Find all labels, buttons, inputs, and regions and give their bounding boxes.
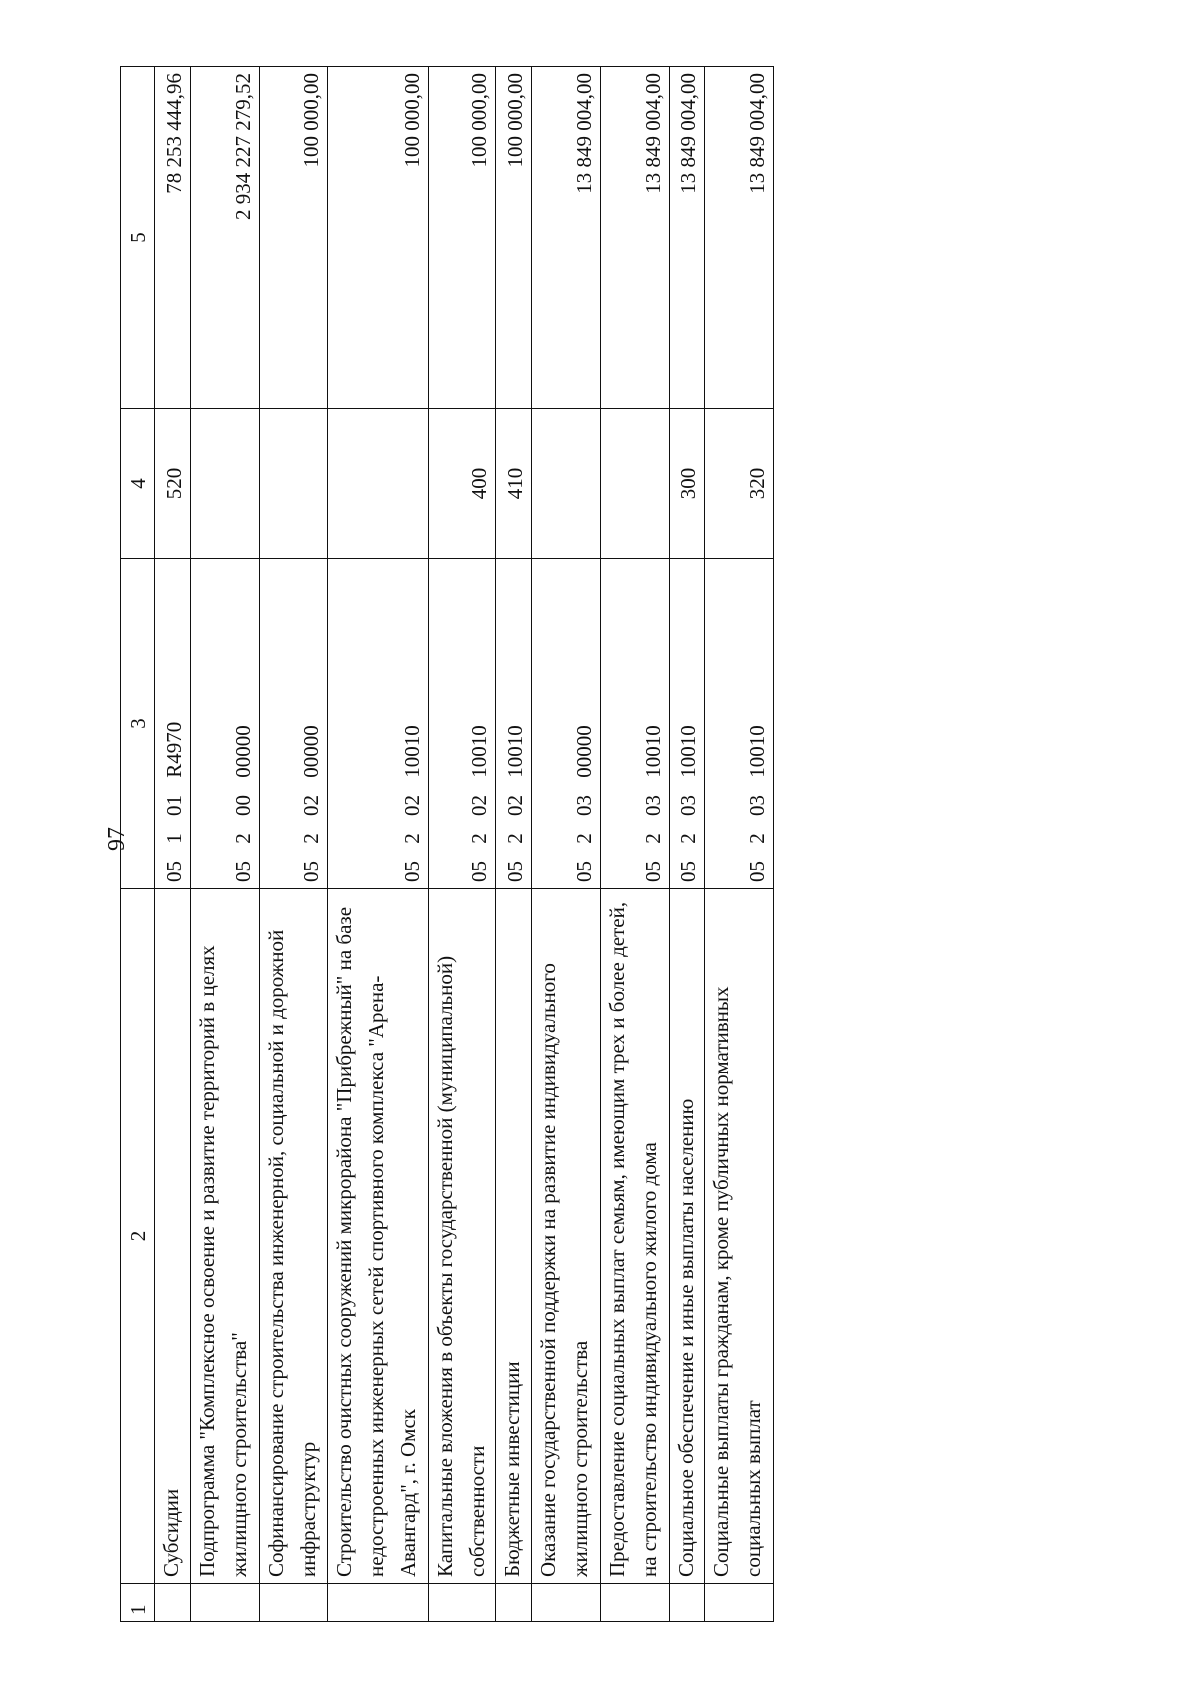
header-col-5: 5	[121, 67, 155, 409]
row-type	[327, 409, 428, 559]
page-number: 97	[104, 827, 130, 851]
table-row	[259, 67, 327, 1622]
table-row	[428, 67, 496, 1622]
row-code: 05 2 02 10010	[327, 559, 428, 889]
row-name: Капитальные вложения в объекты государственной (муниципальной) собственности	[428, 889, 496, 1584]
row-amount: 100 000,00	[496, 67, 531, 409]
row-name: Подпрограмма "Комплексное освоение и развитие территорий в целях жилищного строительства"	[190, 889, 259, 1584]
row-name: Предоставление социальных выплат семьям, имеющим трех и более детей, на строительство индивидуального жилого дома	[600, 889, 669, 1584]
row-type: 320	[705, 409, 774, 559]
row-code: 05 2 00 00000	[190, 559, 259, 889]
row-name: Оказание государственной поддержки на развитие индивидуального жилищного строительства	[531, 889, 600, 1584]
row-type	[190, 409, 259, 559]
row-code: 05 2 03 10010	[600, 559, 669, 889]
row-name: Социальное обеспечение и иные выплаты населению	[669, 889, 704, 1584]
row-name: Субсидии	[155, 889, 190, 1584]
row-name: Строительство очистных сооружений микрорайона "Прибрежный" на базе недостроенных инженерных сетей спортивного комплекса "Арена-Авангард", г. Омск	[327, 889, 428, 1584]
row-code: 05 2 02 10010	[496, 559, 531, 889]
row-type: 300	[669, 409, 704, 559]
row-amount: 100 000,00	[428, 67, 496, 409]
table-row	[327, 67, 428, 1622]
row-type	[259, 409, 327, 559]
row-amount: 100 000,00	[327, 67, 428, 409]
header-col-3: 3	[121, 559, 155, 889]
row-code: 05 2 03 00000	[531, 559, 600, 889]
header-row	[121, 67, 155, 1622]
row-code: 05 1 01 R4970	[155, 559, 190, 889]
row-code: 05 2 03 10010	[669, 559, 704, 889]
row-amount: 13 849 004,00	[669, 67, 704, 409]
header-col-1: 1	[121, 1584, 155, 1622]
table-row	[496, 67, 531, 1622]
table-row	[190, 67, 259, 1622]
row-amount: 2 934 227 279,52	[190, 67, 259, 409]
budget-table	[120, 66, 774, 1622]
row-code: 05 2 02 00000	[259, 559, 327, 889]
row-type: 410	[496, 409, 531, 559]
row-type: 400	[428, 409, 496, 559]
header-col-4: 4	[121, 409, 155, 559]
row-name: Софинансирование строительства инженерной, социальной и дорожной инфраструктур	[259, 889, 327, 1584]
header-col-2: 2	[121, 889, 155, 1584]
row-amount: 13 849 004,00	[705, 67, 774, 409]
budget-table-container	[120, 67, 774, 1622]
row-code: 05 2 02 10010	[428, 559, 496, 889]
table-row	[705, 67, 774, 1622]
table-row	[155, 67, 190, 1622]
row-name: Бюджетные инвестиции	[496, 889, 531, 1584]
row-type: 520	[155, 409, 190, 559]
row-amount: 13 849 004,00	[531, 67, 600, 409]
row-amount: 100 000,00	[259, 67, 327, 409]
row-amount: 13 849 004,00	[600, 67, 669, 409]
row-type	[531, 409, 600, 559]
table-row	[669, 67, 704, 1622]
row-amount: 78 253 444,96	[155, 67, 190, 409]
row-name: Социальные выплаты гражданам, кроме публичных нормативных социальных выплат	[705, 889, 774, 1584]
row-code: 05 2 03 10010	[705, 559, 774, 889]
table-row	[531, 67, 600, 1622]
table-row	[600, 67, 669, 1622]
row-type	[600, 409, 669, 559]
